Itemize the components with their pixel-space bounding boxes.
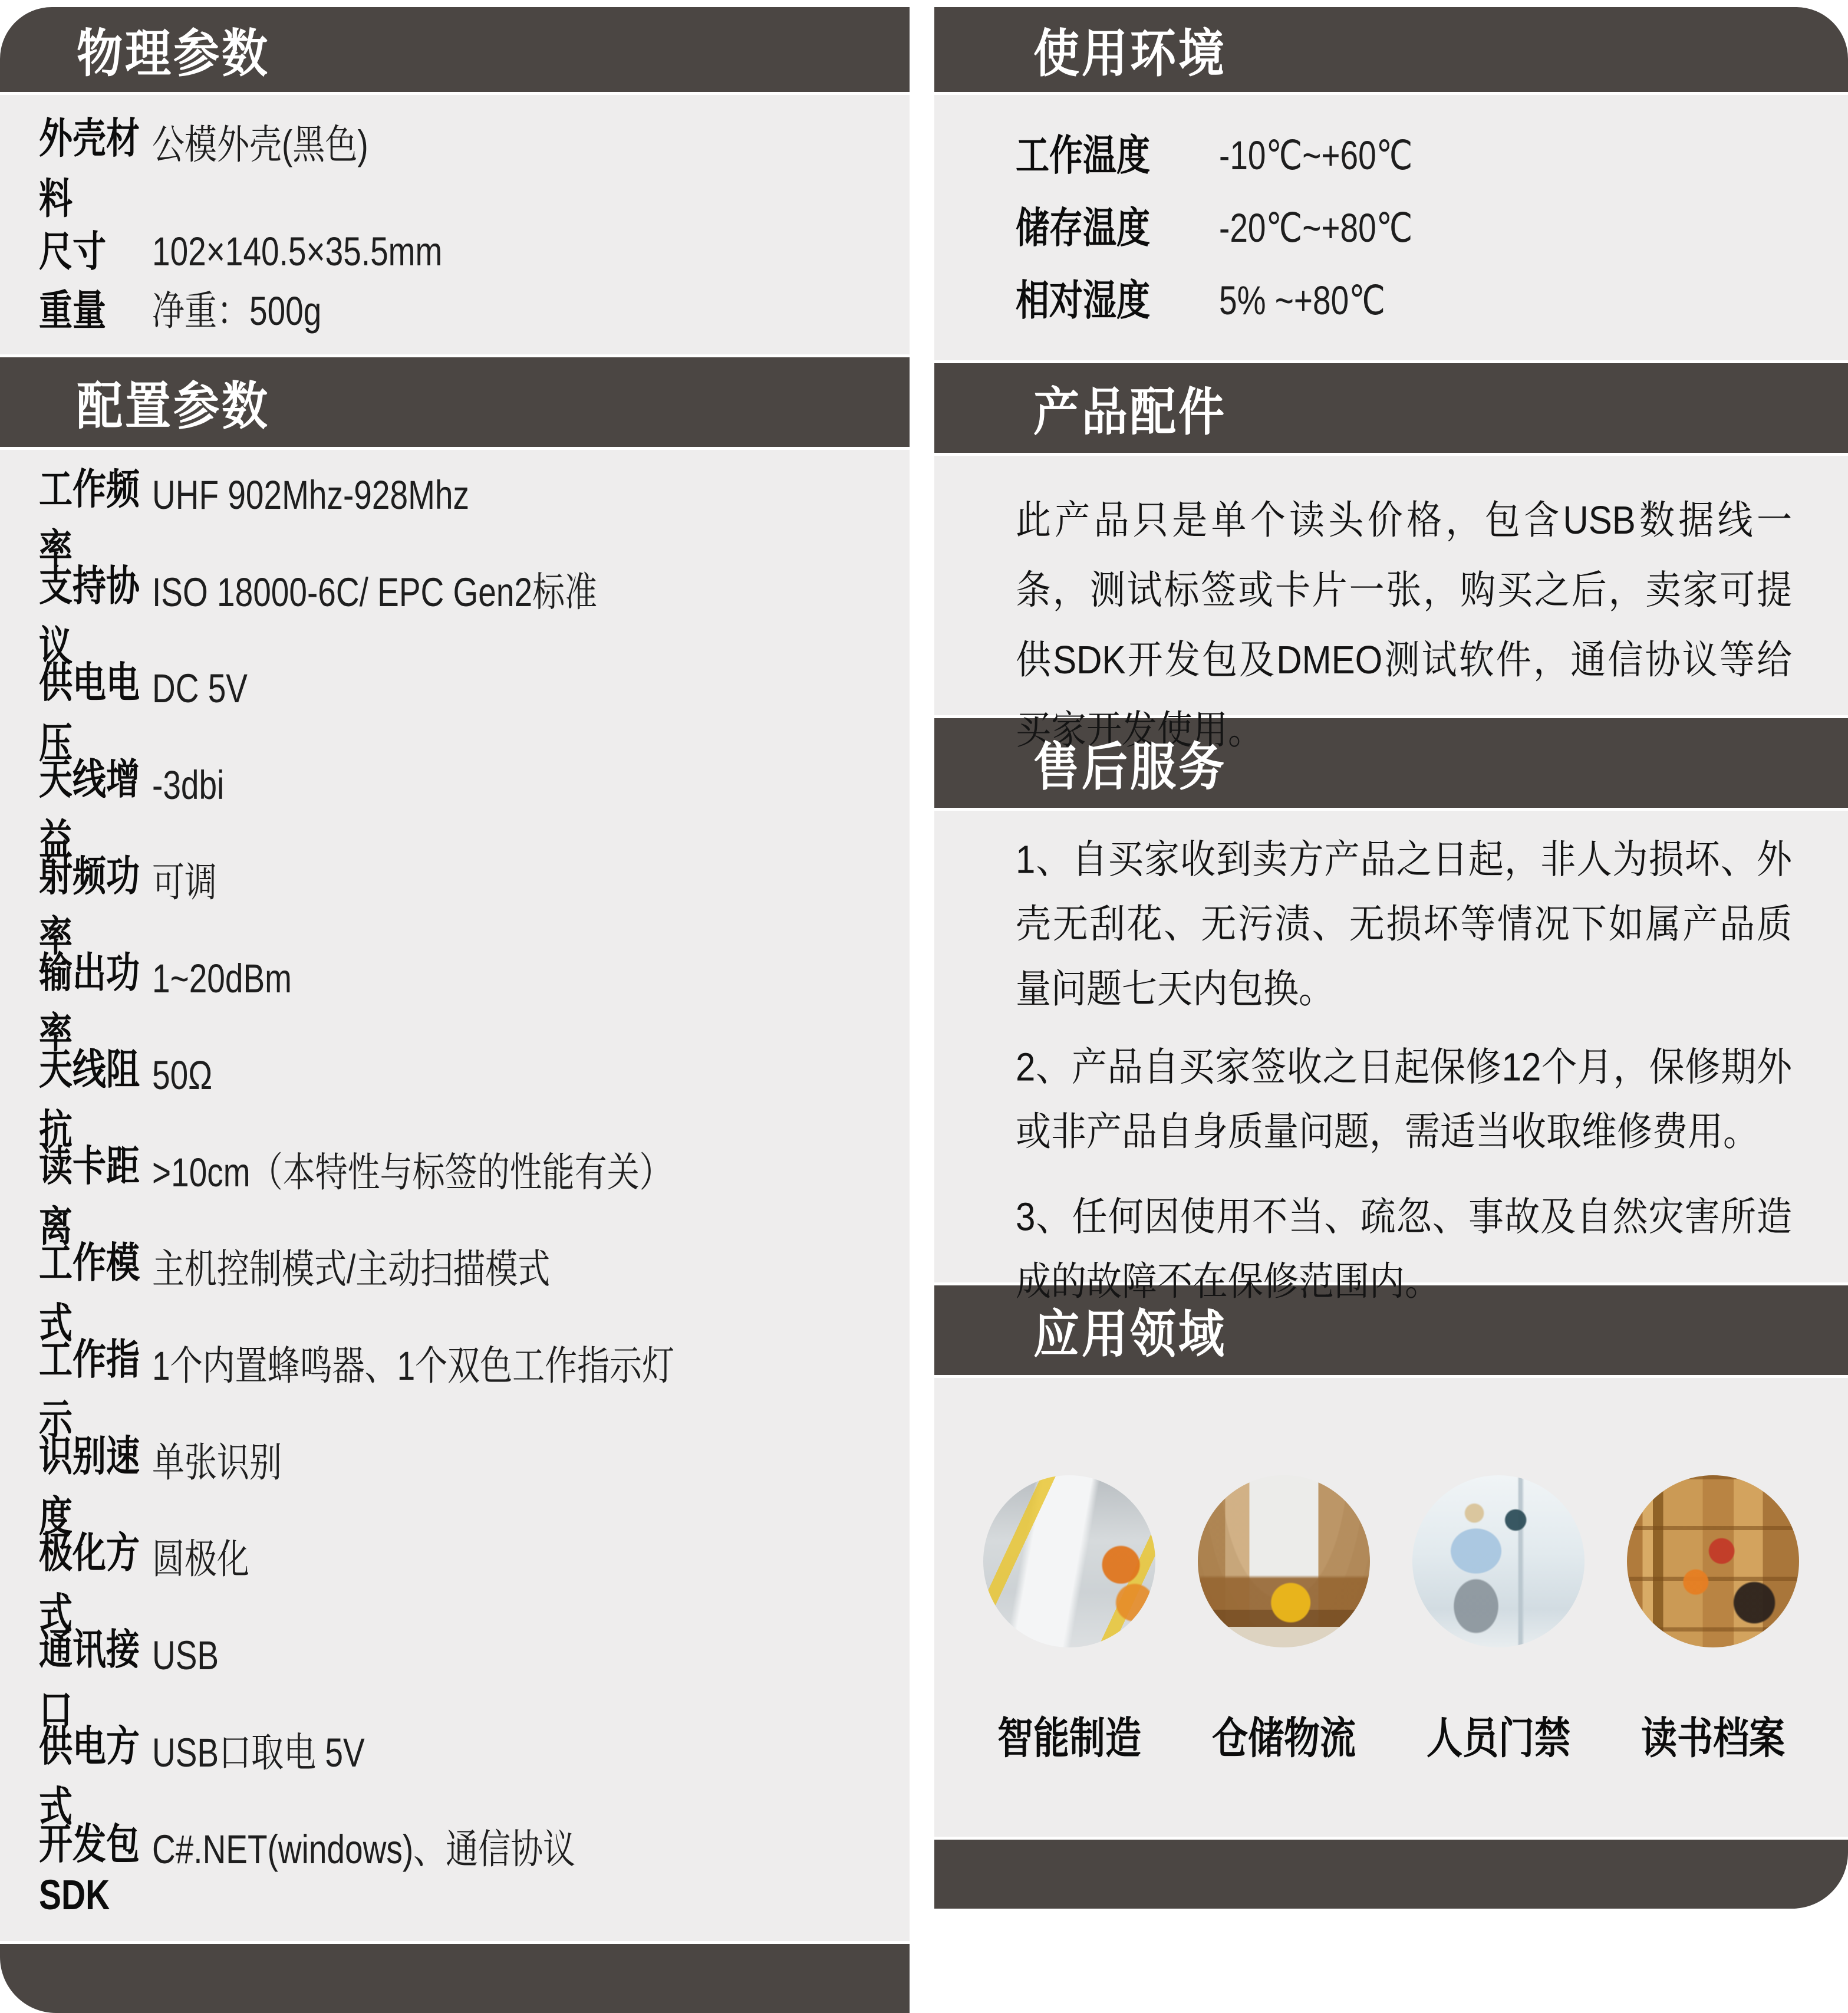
- spec-value: 主机控制模式/主动扫描模式: [152, 1246, 551, 1292]
- spec-value: 1个内置蜂鸣器、1个双色工作指示灯: [152, 1343, 675, 1389]
- spec-label: 供电电压: [39, 659, 140, 767]
- spec-label: 开发包SDK: [39, 1821, 140, 1919]
- table-row: [0, 756, 910, 864]
- config-params-panel: [0, 450, 910, 1941]
- table-row: [0, 949, 910, 1057]
- application-item: [1401, 1475, 1596, 1762]
- spec-label: 供电方式: [39, 1723, 140, 1831]
- spec-label: 支持协议: [39, 563, 140, 670]
- spec-label: 识别速度: [39, 1433, 140, 1541]
- section-title: 物理参数: [77, 24, 271, 83]
- section-title: 应用领域: [1033, 1305, 1227, 1363]
- spec-value: 5% ~+80℃: [1219, 277, 1385, 324]
- spec-label: 通讯接口: [39, 1626, 140, 1734]
- spec-label: 读卡距离: [39, 1143, 140, 1251]
- access-control-photo: [1412, 1475, 1585, 1647]
- section-title: 售后服务: [1033, 738, 1227, 796]
- section-title: 产品配件: [1033, 383, 1227, 441]
- application-label: 读书档案: [1641, 1713, 1785, 1762]
- application-item: [972, 1475, 1167, 1762]
- spec-label: 工作模式: [39, 1239, 140, 1347]
- spec-value: -10℃~+60℃: [1219, 131, 1413, 178]
- footer-bar-left: [0, 1944, 910, 2013]
- spec-label: 储存温度: [1016, 205, 1150, 252]
- section-header-config: [0, 357, 910, 447]
- application-label: 人员门禁: [1426, 1713, 1570, 1762]
- spec-label: 重量: [39, 287, 106, 335]
- spec-value: 1~20dBm: [152, 955, 292, 1001]
- table-row: [934, 200, 1848, 252]
- spec-value: -20℃~+80℃: [1219, 205, 1413, 251]
- spec-value: 公模外壳(黑色): [152, 121, 368, 167]
- spec-label: 天线阻抗: [39, 1046, 140, 1154]
- spec-label: 尺寸: [39, 228, 106, 276]
- service-item: 2、产品自买家签收之日起保修12个月，保修期外或非产品自身质量问题，需适当收取维修费用。: [1016, 1044, 1792, 1154]
- spec-label: 外壳材料: [39, 115, 140, 223]
- warehouse-photo: [1198, 1475, 1370, 1647]
- table-row: [0, 1723, 910, 1831]
- section-header-accessories: [934, 363, 1848, 453]
- table-row: [0, 563, 910, 670]
- table-row: [0, 1626, 910, 1734]
- spec-value: USB口取电 5V: [152, 1729, 365, 1775]
- spec-label: 工作指示: [39, 1336, 140, 1444]
- physical-params-panel: [0, 95, 910, 354]
- table-row: [0, 1239, 910, 1347]
- spec-value: ISO 18000-6C/ EPC Gen2标准: [152, 569, 598, 615]
- left-column: [0, 7, 910, 1919]
- section-header-physical: [0, 7, 910, 92]
- table-row: [934, 273, 1848, 325]
- section-title: 配置参数: [77, 377, 271, 435]
- spec-rows: [0, 466, 910, 1919]
- service-item: 1、自买家收到卖方产品之日起，非人为损坏、外壳无刮花、无污渍、无损坏等情况下如属产品质量问题七天内包换。: [1016, 837, 1792, 1011]
- table-row: [0, 1143, 910, 1251]
- table-row: [0, 1336, 910, 1444]
- table-row: [0, 283, 910, 335]
- spec-value: >10cm（本特性与标签的性能有关）: [152, 1149, 672, 1195]
- accessories-panel: [934, 456, 1848, 752]
- spec-value: 可调: [152, 859, 218, 905]
- spec-value: -3dbi: [152, 762, 225, 808]
- spec-value: 50Ω: [152, 1052, 213, 1098]
- table-row: [0, 1530, 910, 1637]
- spec-value: DC 5V: [152, 665, 248, 711]
- application-item: [1616, 1475, 1810, 1762]
- right-column: [934, 7, 1848, 1909]
- spec-value: 102×140.5×35.5mm: [152, 228, 443, 274]
- table-row: [934, 128, 1848, 179]
- spec-label: 输出功率: [39, 949, 140, 1057]
- table-row: [0, 115, 910, 223]
- table-row: [0, 1433, 910, 1541]
- accessories-paragraph: 此产品只是单个读头价格，包含USB数据线一条，测试标签或卡片一张，购买之后，卖家可提供SDK开发包及DMEO测试软件，通信协议等给买家开发使用。: [1016, 498, 1792, 752]
- spec-value: UHF 902Mhz-928Mhz: [152, 472, 469, 518]
- table-row: [0, 659, 910, 767]
- section-title: 使用环境: [1033, 24, 1227, 83]
- application-label: 智能制造: [997, 1713, 1141, 1762]
- spec-value: USB: [152, 1632, 219, 1678]
- spec-value: 圆极化: [152, 1536, 250, 1582]
- spec-label: 工作频率: [39, 466, 140, 574]
- books-archive-photo: [1627, 1475, 1799, 1647]
- spec-rows: [0, 111, 910, 337]
- spec-rows: [934, 116, 1848, 334]
- spec-value: 净重：500g: [152, 288, 322, 334]
- spec-value: C#.NET(windows)、通信协议: [152, 1826, 576, 1872]
- table-row: [0, 466, 910, 574]
- service-item: 3、任何因使用不当、疏忽、事故及自然灾害所造成的故障不在保修范围内。: [1016, 1194, 1792, 1304]
- application-item: [1187, 1475, 1381, 1762]
- service-panel: [934, 811, 1848, 1304]
- spec-value: 单张识别: [152, 1439, 282, 1485]
- table-row: [0, 224, 910, 276]
- spec-label: 极化方式: [39, 1530, 140, 1637]
- application-list: [934, 1378, 1848, 1762]
- factory-photo: [983, 1475, 1155, 1647]
- environment-panel: [934, 95, 1848, 360]
- table-row: [0, 1821, 910, 1919]
- footer-bar-right: [934, 1840, 1848, 1909]
- spec-label: 射频功率: [39, 853, 140, 961]
- section-header-environment: [934, 7, 1848, 92]
- applications-panel: [934, 1378, 1848, 1837]
- spec-label: 相对湿度: [1016, 277, 1150, 325]
- spec-label: 工作温度: [1016, 131, 1150, 179]
- table-row: [0, 1046, 910, 1154]
- spec-label: 天线增益: [39, 756, 140, 864]
- table-row: [0, 853, 910, 961]
- application-label: 仓储物流: [1211, 1713, 1356, 1762]
